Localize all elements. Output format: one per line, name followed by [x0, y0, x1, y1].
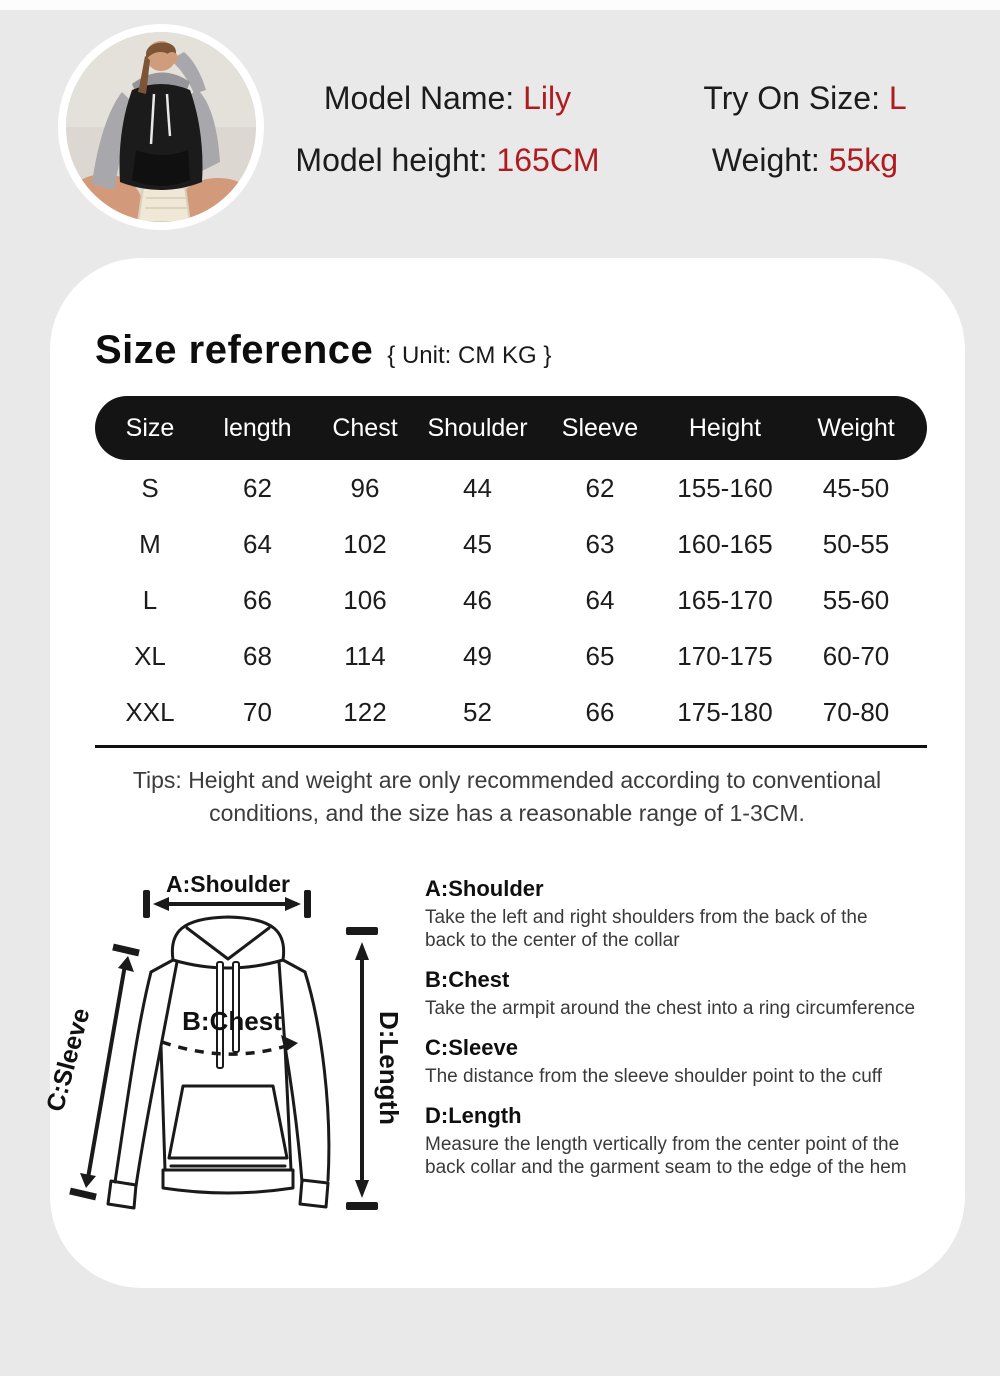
cell-weight: 55-60 — [822, 584, 890, 615]
page-title: Size reference — [95, 328, 374, 372]
header-info-right — [645, 80, 965, 178]
cell-length: 64 — [243, 528, 272, 559]
cell-sleeve: 62 — [585, 472, 615, 503]
guide-title: B:Chest — [425, 967, 510, 992]
guide-desc: Take the armpit around the chest into a ring circumference — [425, 998, 916, 1019]
cell-length: 66 — [243, 584, 272, 615]
cell-length: 68 — [243, 640, 272, 671]
cell-height: 175-180 — [677, 696, 773, 727]
model-name-value: Lily — [523, 80, 572, 116]
cell-sleeve: 65 — [585, 640, 615, 671]
cell-chest: 106 — [343, 584, 387, 615]
guide-title: D:Length — [425, 1103, 522, 1128]
size-table — [95, 460, 927, 740]
cell-chest: 122 — [343, 696, 387, 727]
cell-chest: 114 — [344, 640, 386, 671]
model-photo-frame — [58, 24, 264, 230]
col-header-chest: Chest — [332, 413, 398, 442]
model-height-label: Model height: — [295, 142, 488, 178]
cell-size: L — [142, 584, 158, 615]
table-row — [95, 684, 927, 740]
weight-value: 55kg — [828, 142, 899, 178]
diagram-shoulder-label: A:Shoulder — [166, 871, 290, 897]
col-header-weight: Weight — [817, 413, 895, 442]
cell-chest: 96 — [350, 472, 380, 503]
header-info-left — [250, 80, 645, 178]
cell-length: 62 — [243, 472, 272, 503]
model-name-line — [250, 80, 645, 116]
cell-height: 165-170 — [677, 584, 773, 615]
top-strip — [0, 0, 1000, 10]
cell-size: S — [141, 472, 159, 503]
cell-height: 170-175 — [677, 640, 773, 671]
table-row — [95, 572, 927, 628]
col-header-length: length — [223, 413, 292, 442]
try-on-size-label: Try On Size: — [703, 80, 880, 116]
cell-weight: 45-50 — [822, 472, 890, 503]
guide-item-shoulder — [425, 876, 960, 952]
guide-item-chest — [425, 967, 960, 1020]
size-reference-title-row — [95, 328, 551, 373]
cell-shoulder: 52 — [463, 696, 492, 727]
cell-weight: 50-55 — [822, 528, 890, 559]
weight-line — [645, 142, 965, 178]
cell-length: 70 — [243, 696, 272, 727]
diagram-sleeve-label: C:Sleeve — [41, 1005, 96, 1115]
diagram-chest-label: B:Chest — [182, 1006, 282, 1036]
col-header-height: Height — [688, 413, 762, 442]
model-height-line — [250, 142, 645, 178]
unit-note: { Unit: CM KG } — [387, 342, 552, 369]
cell-chest: 102 — [343, 528, 387, 559]
cell-weight: 60-70 — [822, 640, 890, 671]
model-photo-illustration — [66, 32, 256, 222]
cell-sleeve: 64 — [585, 584, 615, 615]
guide-item-sleeve — [425, 1035, 960, 1088]
table-row — [95, 460, 927, 516]
cell-sleeve: 66 — [585, 696, 615, 727]
model-height-value: 165CM — [496, 142, 600, 178]
cell-size: M — [139, 528, 161, 559]
try-on-size-line — [645, 80, 965, 116]
col-header-shoulder: Shoulder — [427, 413, 528, 442]
chest-arrow — [162, 1035, 298, 1054]
cell-size: XXL — [125, 696, 175, 727]
guide-item-length — [425, 1103, 960, 1179]
col-header-size: Size — [125, 413, 175, 442]
col-header-sleeve: Sleeve — [561, 413, 639, 442]
cell-sleeve: 63 — [585, 528, 615, 559]
cell-weight: 70-80 — [822, 696, 890, 727]
sleeve-arrow — [70, 947, 139, 1197]
size-table-header — [95, 396, 927, 460]
cell-height: 155-160 — [677, 472, 773, 503]
measure-guide-list — [425, 876, 960, 1194]
size-reference-card — [41, 258, 965, 1288]
hoodie-measure-diagram — [40, 862, 420, 1262]
diagram-length-label: D:Length — [374, 1010, 404, 1126]
table-row — [95, 628, 927, 684]
cell-shoulder: 45 — [463, 528, 492, 559]
guide-desc: Take the left and right shoulders from the back of the back to the center of the collar — [425, 907, 868, 951]
guide-title: A:Shoulder — [425, 876, 544, 901]
cell-shoulder: 49 — [463, 640, 492, 671]
guide-desc: The distance from the sleeve shoulder point to the cuff — [425, 1066, 882, 1087]
cell-shoulder: 46 — [463, 584, 492, 615]
try-on-size-value: L — [888, 80, 907, 116]
cell-shoulder: 44 — [463, 472, 492, 503]
weight-label: Weight: — [711, 142, 820, 178]
table-bottom-rule — [95, 745, 927, 748]
guide-desc: Measure the length vertically from the center point of the back collar and the garment seam to the edge of the hem — [425, 1134, 907, 1178]
length-arrow — [346, 927, 378, 1210]
cell-size: XL — [134, 640, 166, 671]
cell-height: 160-165 — [677, 528, 773, 559]
model-name-label: Model Name: — [323, 80, 515, 116]
guide-title: C:Sleeve — [425, 1035, 518, 1060]
tips-text: Tips: Height and weight are only recommended according to conventional conditions, and the size has a reasonable range of 1-3CM. — [132, 767, 882, 826]
model-photo — [66, 32, 256, 222]
table-row — [95, 516, 927, 572]
